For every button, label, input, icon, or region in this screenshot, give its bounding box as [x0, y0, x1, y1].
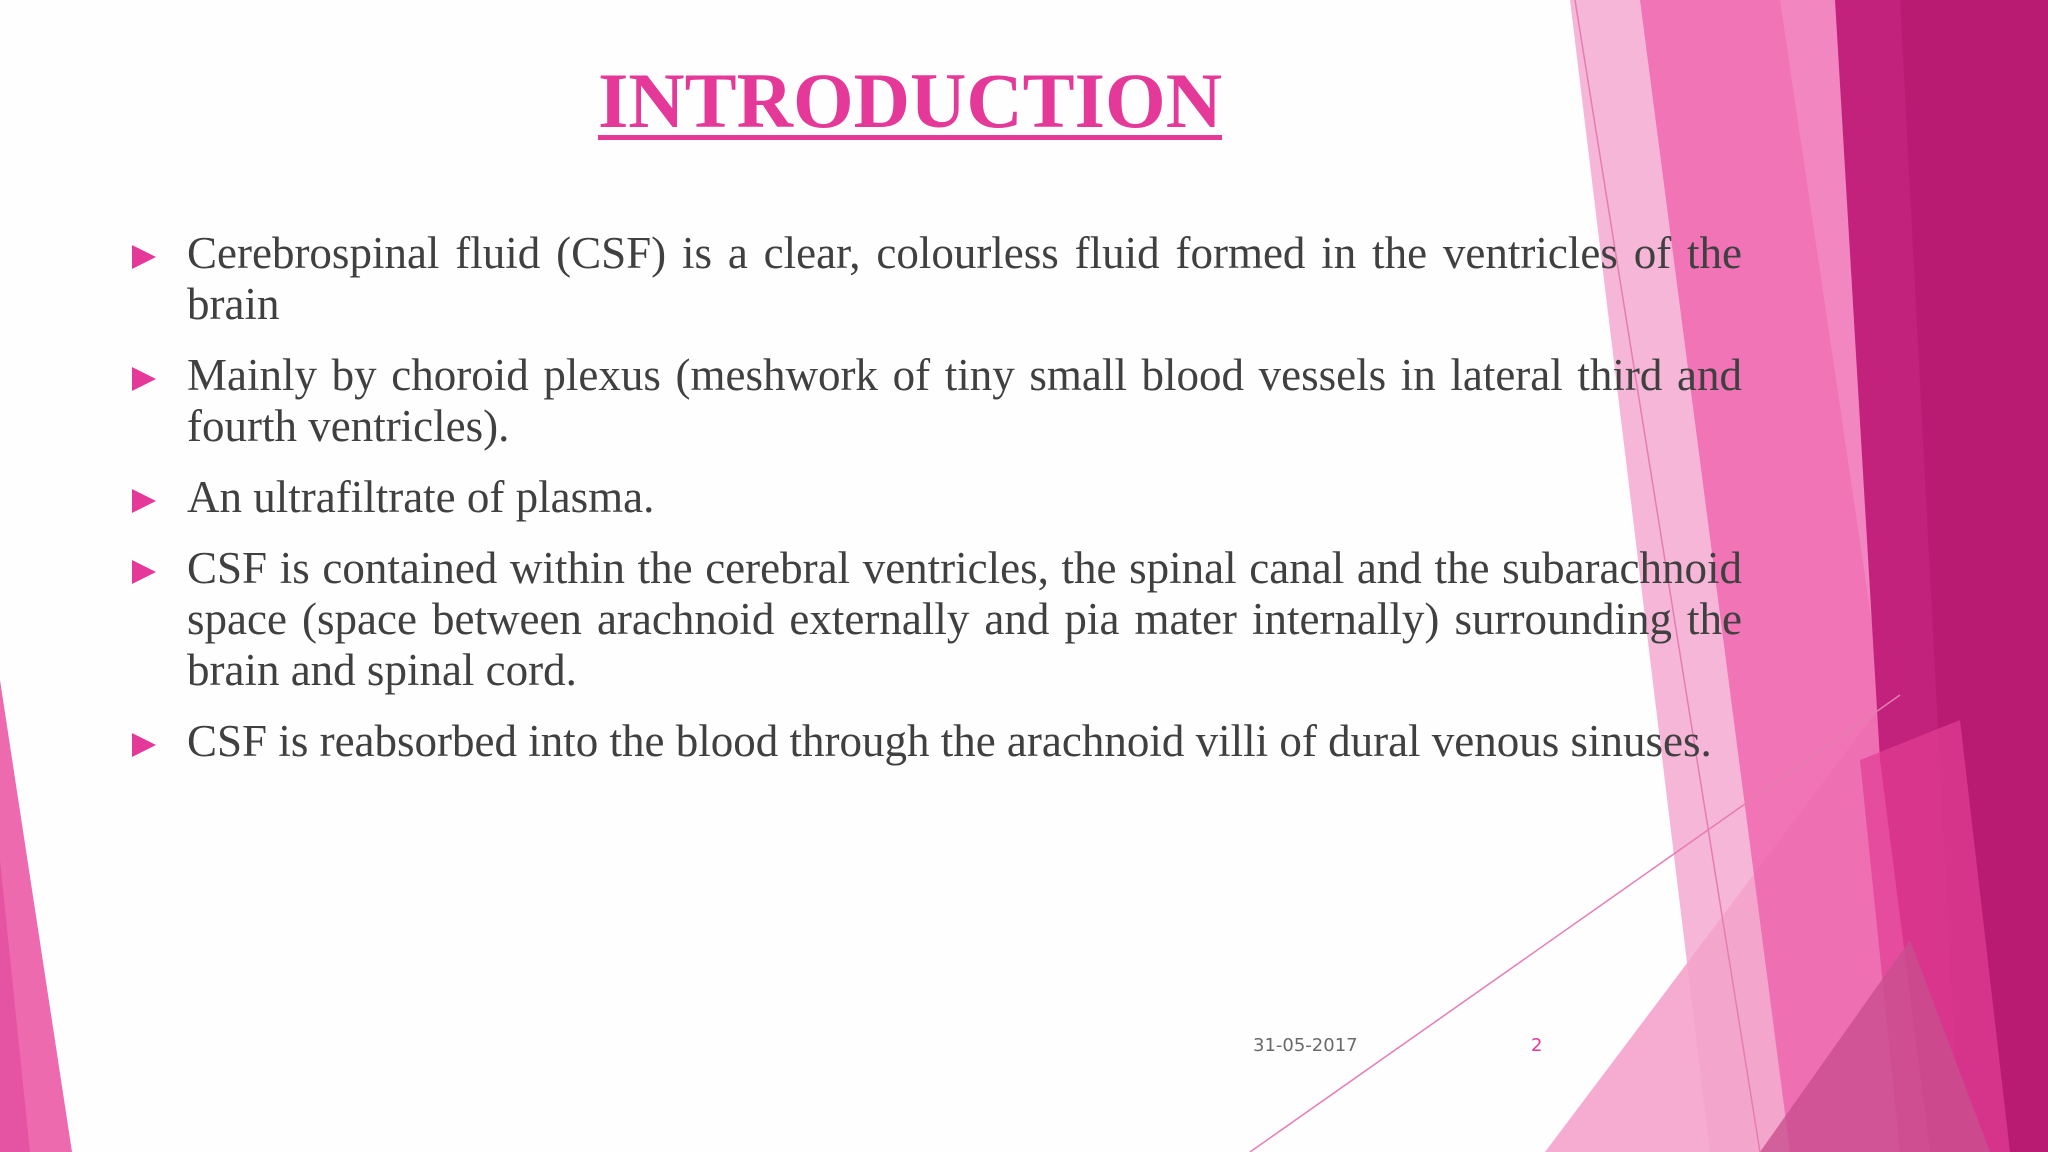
bullet-list: [132, 228, 1742, 787]
bullet-text: CSF is reabsorbed into the blood through the arachnoid villi of dural venous sinuses.: [187, 716, 1712, 766]
slide-number: 2: [1531, 1035, 1543, 1056]
bullet-item: [132, 228, 1742, 330]
bullet-item: [132, 472, 1742, 523]
bullet-text: An ultrafiltrate of plasma.: [187, 472, 655, 522]
triangle-right-icon: [132, 489, 156, 513]
bullet-text: Cerebrospinal fluid (CSF) is a clear, colourless fluid formed in the ventricles of the brain: [187, 228, 1742, 329]
footer-date: 31-05-2017: [1253, 1035, 1358, 1056]
bullet-item: [132, 543, 1742, 696]
triangle-right-icon: [132, 733, 156, 757]
bullet-item: [132, 716, 1742, 767]
slide-title: INTRODUCTION: [597, 57, 1223, 144]
triangle-right-icon: [132, 367, 156, 391]
triangle-right-icon: [132, 560, 156, 584]
triangle-right-icon: [132, 245, 156, 269]
bullet-text: Mainly by choroid plexus (meshwork of tiny small blood vessels in lateral third and fourth ventricles).: [187, 350, 1742, 451]
bullet-item: [132, 350, 1742, 452]
bullet-text: CSF is contained within the cerebral ventricles, the spinal canal and the subarachnoid space (space between arachnoid externally and pia mater internally) surrounding the brain and spinal cord.: [187, 543, 1742, 695]
